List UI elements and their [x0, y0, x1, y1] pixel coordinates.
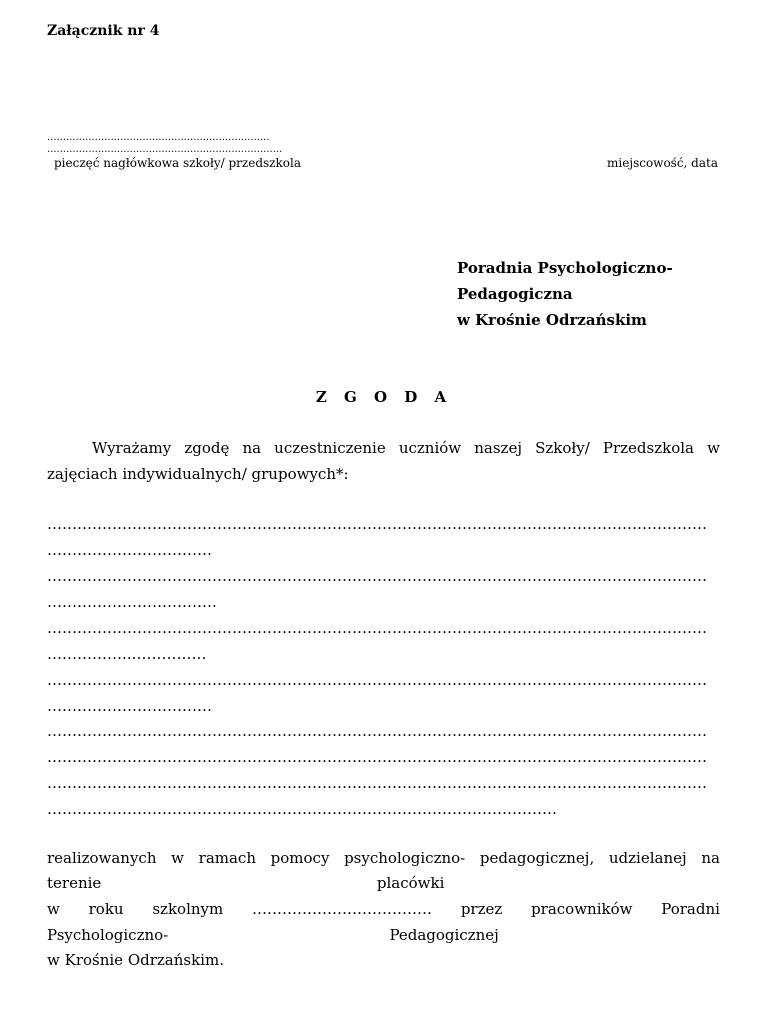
fill-line: …………………………….: [47, 593, 217, 611]
closing-word: roku: [88, 900, 124, 918]
closing-line-1: [47, 849, 720, 867]
closing-line-3: [47, 900, 720, 918]
closing-word: psychologiczno-: [344, 849, 466, 867]
closing-word: w: [171, 849, 184, 867]
closing-word: na: [701, 849, 720, 867]
intro-word: naszej: [474, 439, 522, 457]
fill-line: ……………………………………………………………………………………………………………………: [47, 515, 707, 533]
closing-word: placówki: [376, 874, 445, 892]
fill-line: ……………………………………………………………………………………………………………………: [47, 748, 707, 766]
place-date-caption: miejscowość, data: [607, 156, 718, 170]
intro-line-2: zajęciach indywidualnych/ grupowych*:: [47, 465, 349, 483]
closing-word: przez: [460, 900, 503, 918]
stamp-dotted-line-2: ..........................................................................: [47, 144, 283, 155]
closing-word: udzielanej: [608, 849, 687, 867]
closing-line-2: [47, 874, 720, 892]
stamp-caption: pieczęć nagłówkowa szkoły/ przedszkola: [54, 156, 301, 170]
intro-word: uczestniczenie: [274, 439, 386, 457]
fill-line: …………………………………………………………………………………………: [47, 800, 557, 818]
school-year-fill: ………………………………: [252, 900, 433, 918]
intro-line-1: [92, 439, 720, 457]
fill-line: ……………..……………: [47, 645, 207, 663]
closing-word: Psychologiczno-: [47, 926, 169, 944]
closing-line-5: w Krośnie Odrzańskim.: [47, 951, 224, 969]
closing-word: ramach: [198, 849, 256, 867]
addressee-line-2: Pedagogiczna: [457, 285, 573, 303]
intro-word: uczniów: [398, 439, 462, 457]
addressee-line-1: Poradnia Psychologiczno-: [457, 259, 673, 277]
intro-word: Wyrażamy: [92, 439, 172, 457]
fill-line: ……………………………………………………………………………………………………………………: [47, 671, 707, 689]
closing-word: Poradni: [661, 900, 720, 918]
closing-word: pomocy: [270, 849, 330, 867]
fill-line: ……………………………………………………………………………………………………………………: [47, 774, 707, 792]
intro-word: w: [707, 439, 720, 457]
closing-word: Pedagogicznej: [389, 926, 499, 944]
closing-line-4: [47, 926, 720, 944]
closing-word: pedagogicznej,: [479, 849, 595, 867]
fill-line: ……………………………: [47, 697, 212, 715]
closing-word: terenie: [47, 874, 102, 892]
stamp-dotted-line-1: ......................................................................: [47, 132, 270, 143]
fill-line: ……………………………………………………………………………………………………………………: [47, 567, 707, 585]
fill-line: ……………………………………………………………………………………………………………………: [47, 722, 707, 740]
closing-word: realizowanych: [47, 849, 157, 867]
closing-word: szkolnym: [152, 900, 224, 918]
fill-line: ……………………………: [47, 541, 212, 559]
fill-line: ……………………………………………………………………………………………………………………: [47, 619, 707, 637]
intro-word: zgodę: [184, 439, 230, 457]
intro-word: Przedszkola: [602, 439, 694, 457]
attachment-label: Załącznik nr 4: [47, 23, 160, 39]
intro-word: Szkoły/: [535, 439, 590, 457]
closing-word: pracowników: [531, 900, 633, 918]
addressee-line-3: w Krośnie Odrzańskim: [457, 311, 647, 329]
document-title: Z G O D A: [315, 388, 453, 406]
closing-word: w: [47, 900, 60, 918]
intro-word: na: [242, 439, 262, 457]
